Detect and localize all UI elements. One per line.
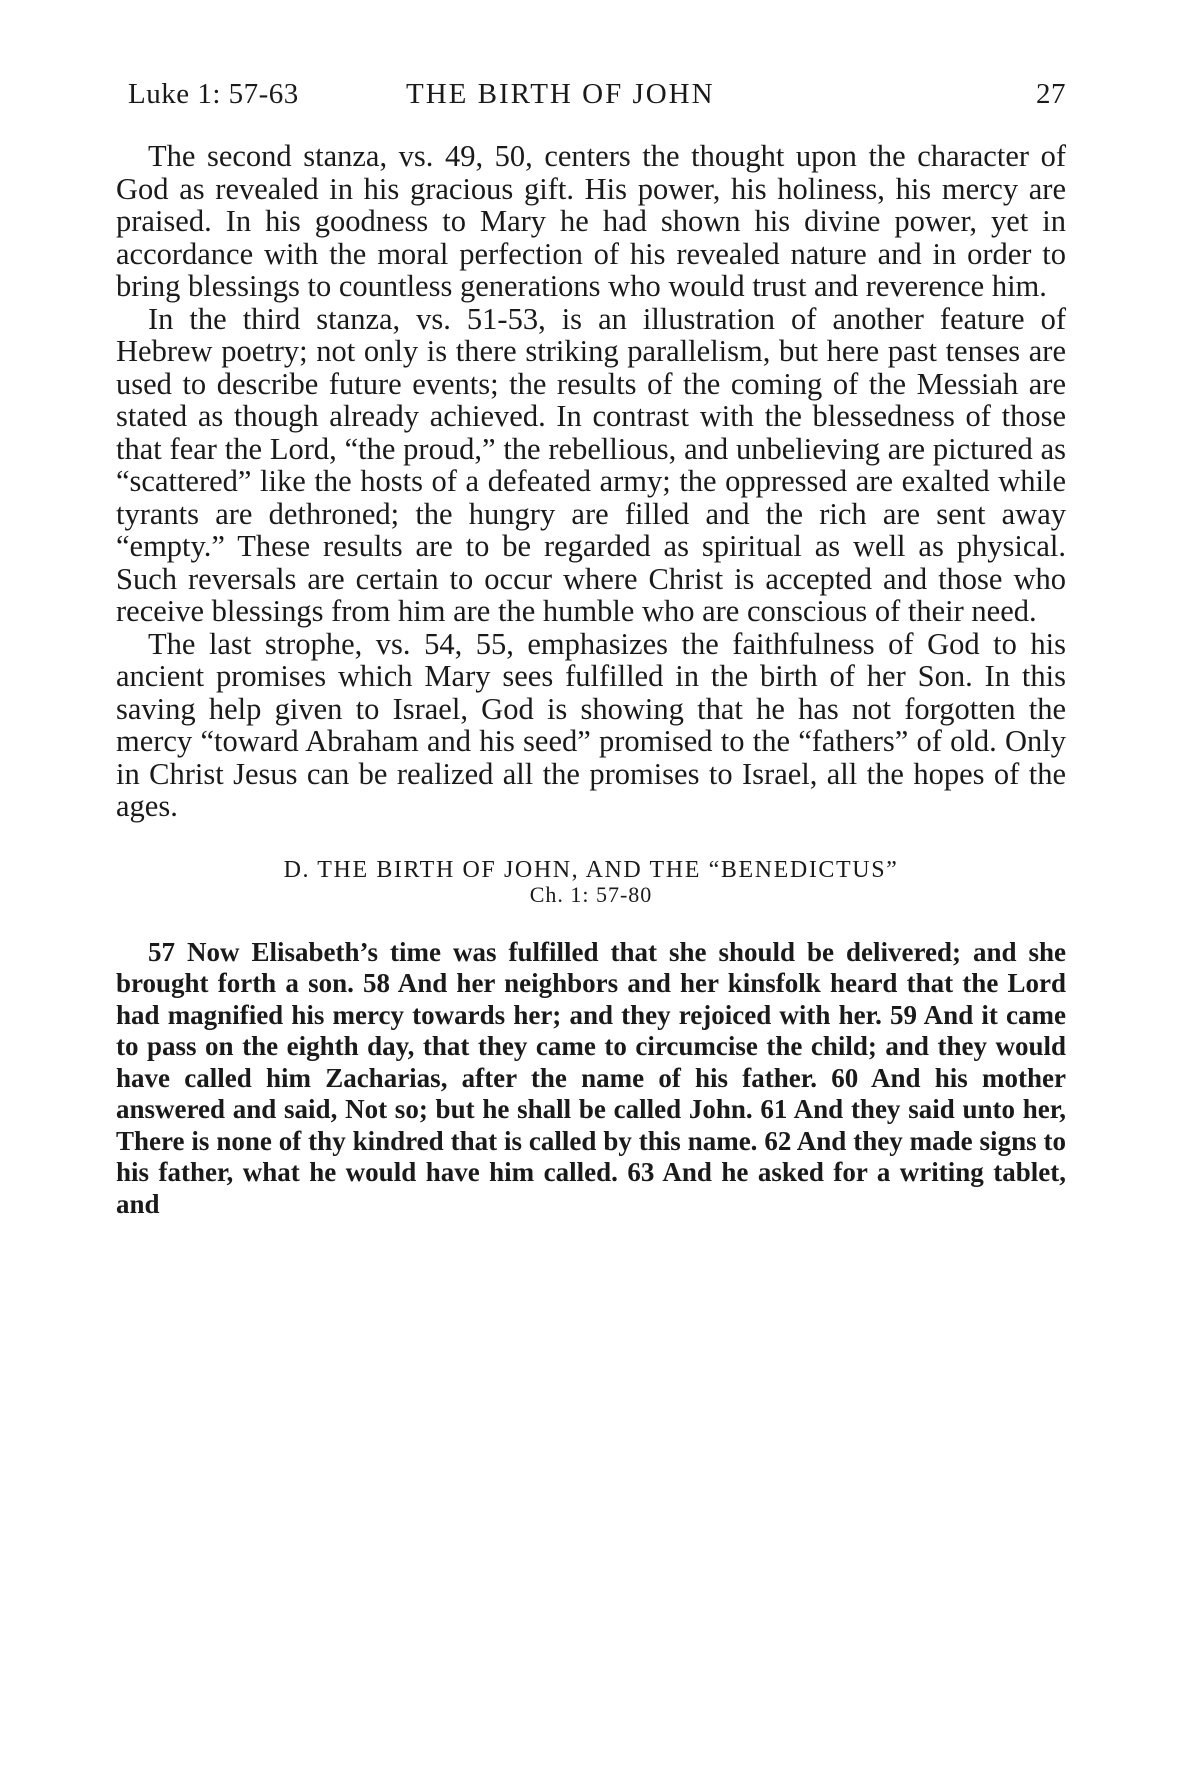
running-title: THE BIRTH OF JOHN bbox=[406, 78, 715, 110]
page-number: 27 bbox=[1036, 78, 1066, 110]
chapter-reference: Luke 1: 57-63 bbox=[128, 78, 299, 110]
commentary-text bbox=[116, 140, 1066, 823]
running-head bbox=[116, 78, 1066, 118]
paragraph-third-stanza: In the third stanza, vs. 51-53, is an illustration of another feature of Hebrew poetry; not only is there striking parallelism, but here past tenses are used to describe future events; the results of the coming of the Messiah are stated as though already achieved. In contrast with the blessedness of those that fear the Lord, “the proud,” the rebellious, and unbelieving are pictured as “scattered” like the hosts of a defeated army; the oppressed are exalted while tyrants are dethroned; the hungry are filled and the rich are sent away “empty.” These results are to be regarded as spiritual as well as physical. Such reversals are certain to occur where Christ is accepted and those who receive blessings from him are the humble who are conscious of their need. bbox=[116, 301, 1066, 628]
paragraph-second-stanza: The second stanza, vs. 49, 50, centers the thought upon the character of God as revealed in his gracious gift. His power, his holiness, his mercy are praised. In his goodness to Mary he had shown his divine power, yet in accordance with the moral perfection of his revealed nature and in order to bring blessings to countless generations who would trust and reverence him. bbox=[116, 139, 1066, 303]
section-heading: D. THE BIRTH OF JOHN, AND THE “BENEDICTUS” bbox=[283, 856, 899, 883]
paragraph-last-strophe: The last strophe, vs. 54, 55, emphasizes the faithfulness of God to his ancient promises which Mary sees fulfilled in the birth of her Son. In this saving help given to Israel, God is showing that he has not forgotten the mercy “toward Abraham and his seed” promised to the “fathers” of old. Only in Christ Jesus can be realized all the promises to Israel, all the hopes of the ages. bbox=[116, 626, 1066, 823]
scripture-passage: 57 Now Elisabeth’s time was fulfilled that she should be delivered; and she brought forth a son. 58 And her neighbors and her kinsfolk heard that the Lord had magnified his mercy towards her; and they rejoiced with her. 59 And it came to pass on the eighth day, that they came to circumcise the child; and they would have called him Zacharias, after the name of his father. 60 And his mother answered and said, Not so; but he shall be called John. 61 And they said unto her, There is none of thy kindred that is called by this name. 62 And they made signs to his father, what he would have him called. 63 And he asked for a writing tablet, and bbox=[116, 936, 1066, 1219]
section-subheading: Ch. 1: 57-80 bbox=[529, 881, 653, 907]
book-page bbox=[116, 78, 1066, 1220]
